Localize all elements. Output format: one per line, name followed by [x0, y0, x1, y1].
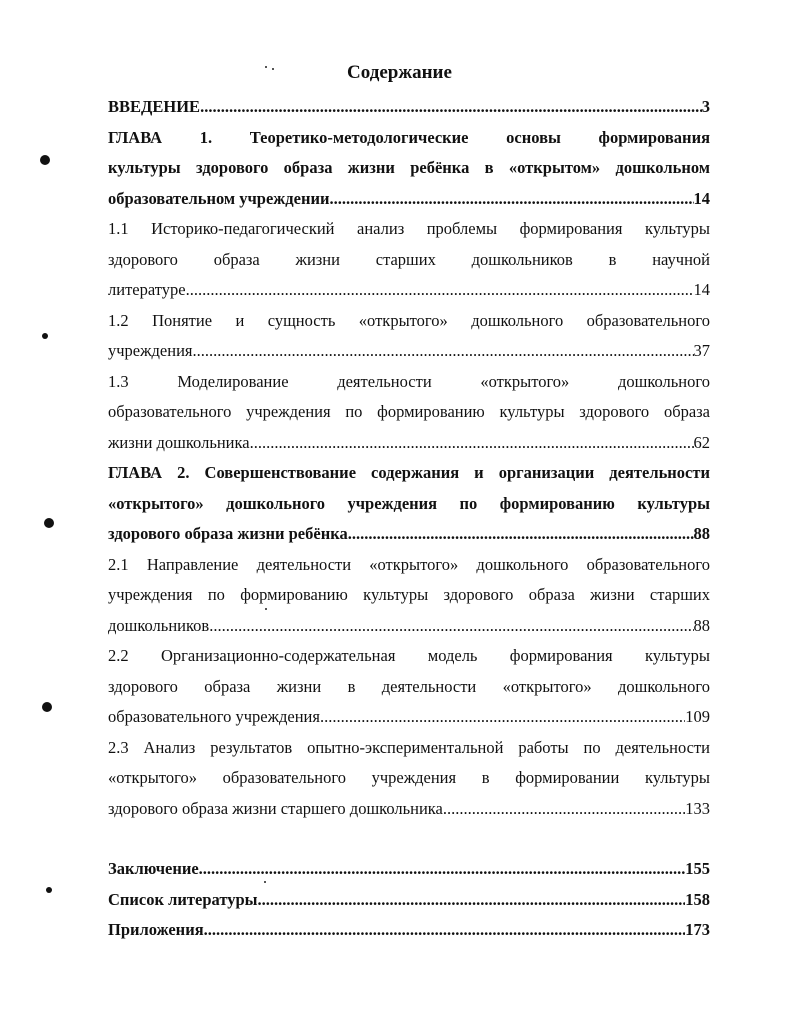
toc-entry-last-line	[108, 915, 710, 946]
scan-speck	[265, 66, 267, 68]
toc-entry-last-line	[108, 885, 710, 916]
toc-entry-line: здорового образа жизни старших дошкольников в научной	[108, 249, 710, 269]
toc-entry-last-line	[108, 275, 710, 306]
scan-mark	[40, 155, 50, 165]
toc-entry[interactable]	[108, 92, 710, 123]
toc-page-number: 155	[685, 859, 710, 878]
toc-page-number: 14	[693, 188, 710, 208]
toc-entry-line: 2.3 Анализ результатов опытно-экспериментальной работы по деятельности	[108, 737, 710, 757]
toc-page-number: 173	[685, 920, 710, 939]
dot-leader	[204, 915, 686, 946]
toc-entry-line: ГЛАВА 2. Совершенствование содержания и организации деятельности	[108, 463, 710, 482]
toc-entry[interactable]	[108, 854, 710, 885]
toc-entry[interactable]	[108, 123, 710, 215]
toc-entry-line: 1.1 Историко-педагогический анализ проблемы формирования культуры	[108, 219, 710, 238]
dot-leader	[258, 885, 686, 916]
toc-entry-line: здорового образа жизни в деятельности «открытого» дошкольного	[108, 676, 710, 696]
toc-entry[interactable]	[108, 885, 710, 916]
dot-leader	[443, 794, 685, 825]
toc-entry-last-line	[108, 428, 710, 459]
scan-mark	[42, 333, 48, 339]
toc-page-number: 88	[693, 524, 710, 543]
dot-leader	[186, 275, 694, 306]
toc-entry-line: «открытого» дошкольного учреждения по формированию культуры	[108, 493, 710, 513]
toc-entry-label: учреждения	[108, 341, 193, 360]
toc-page-number: 14	[693, 280, 710, 299]
dot-leader	[200, 92, 702, 123]
toc-entry-label: Приложения	[108, 920, 204, 939]
toc-entry-line: 2.2 Организационно-содержательная модель формирования культуры	[108, 646, 710, 665]
toc-entry-label: образовательного учреждения	[108, 707, 320, 726]
toc-entry-label: жизни дошкольника	[108, 432, 250, 452]
dot-leader	[320, 702, 685, 733]
toc-entry-line: ГЛАВА 1. Теоретико-методологические основы формирования	[108, 127, 710, 147]
toc-entry-label: ВВЕДЕНИЕ	[108, 97, 201, 116]
toc-entry-last-line	[108, 794, 710, 825]
toc-page-number: 88	[693, 615, 710, 635]
scan-speck	[264, 881, 266, 883]
toc-entry-label: дошкольников	[108, 615, 210, 635]
toc-page-number: 62	[693, 432, 710, 452]
toc-entry-last-line	[108, 336, 710, 367]
toc-entry[interactable]	[108, 550, 710, 642]
scan-mark	[46, 887, 52, 893]
toc-entry-label: Заключение	[108, 859, 199, 878]
toc-entry-last-line	[108, 519, 710, 550]
toc-entry-last-line	[108, 92, 710, 123]
toc-entry[interactable]	[108, 367, 710, 459]
toc-entry-line: 1.3 Моделирование деятельности «открытого» дошкольного	[108, 371, 710, 391]
toc-entry[interactable]	[108, 641, 710, 733]
toc-page-number: 158	[685, 889, 710, 909]
toc-entry-line: культуры здорового образа жизни ребёнка в «открытом» дошкольном	[108, 158, 710, 177]
toc-entry-label: здорового образа жизни старшего дошкольника	[108, 798, 443, 818]
scan-mark	[44, 518, 54, 528]
toc-entry[interactable]	[108, 214, 710, 306]
dot-leader	[329, 184, 693, 215]
dot-leader	[209, 611, 693, 642]
toc-entry[interactable]	[108, 306, 710, 367]
toc-page-number: 109	[685, 707, 710, 726]
toc-page-number: 133	[685, 798, 710, 818]
toc-entry-last-line	[108, 854, 710, 885]
toc-entry[interactable]	[108, 915, 710, 946]
toc-page-number: 3	[701, 97, 710, 116]
dot-leader	[348, 519, 694, 550]
toc-entry-label: здорового образа жизни ребёнка	[108, 524, 348, 543]
toc-page-number: 37	[693, 341, 710, 360]
table-of-contents	[108, 92, 710, 946]
toc-spacer	[108, 824, 710, 854]
toc-entry-last-line	[108, 611, 710, 642]
dot-leader	[250, 428, 694, 459]
toc-entry-line: образовательного учреждения по формированию культуры здорового образа	[108, 402, 710, 421]
toc-entry-line: 2.1 Направление деятельности «открытого» дошкольного образовательного	[108, 554, 710, 574]
toc-entry-last-line	[108, 184, 710, 215]
scan-speck	[265, 608, 267, 610]
toc-entry-label: образовательном учреждении	[108, 188, 330, 208]
toc-entry-line: учреждения по формированию культуры здорового образа жизни старших	[108, 585, 710, 604]
toc-entry-line: «открытого» образовательного учреждения в формировании культуры	[108, 768, 710, 787]
scan-mark	[42, 702, 52, 712]
dot-leader	[193, 336, 694, 367]
toc-entry[interactable]	[108, 733, 710, 825]
dot-leader	[199, 854, 686, 885]
toc-entry-label: литературе	[108, 280, 186, 299]
toc-entry-last-line	[108, 702, 710, 733]
page-title: Содержание	[347, 62, 452, 83]
toc-entry-line: 1.2 Понятие и сущность «открытого» дошкольного образовательного	[108, 310, 710, 330]
toc-entry[interactable]	[108, 458, 710, 550]
toc-entry-label: Список литературы	[108, 889, 258, 909]
scan-speck	[272, 68, 274, 70]
